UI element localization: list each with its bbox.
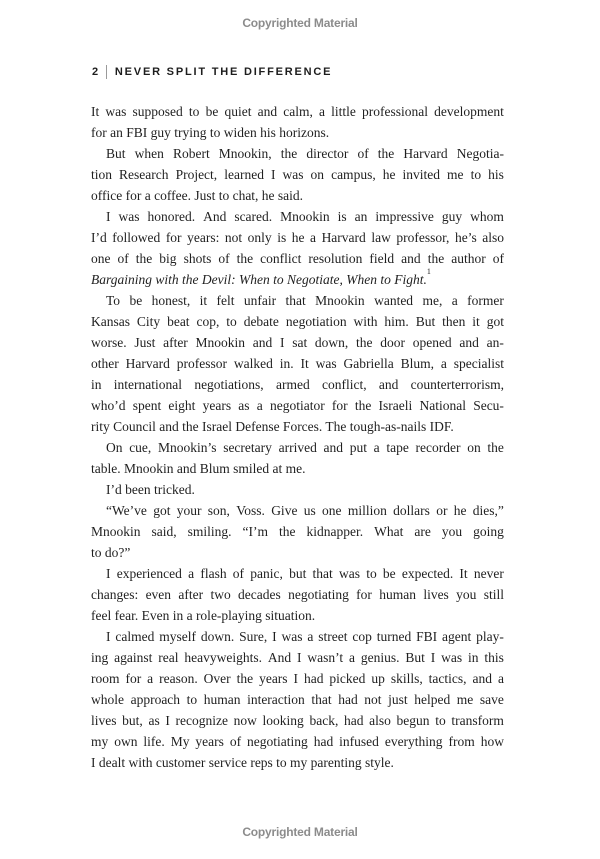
header-divider <box>106 65 107 79</box>
footnote-marker: 1 <box>426 266 431 276</box>
text-line: To be honest, it felt unfair that Mnookin wanted me, a former <box>106 293 504 308</box>
text-line: one of the big shots of the conflict resolution field and the author of <box>91 251 504 266</box>
text-line: to do?” <box>91 545 131 560</box>
text-line: Kansas City beat cop, to debate negotiation with him. But then it got <box>91 314 504 329</box>
text-line: table. Mnookin and Blum smiled at me. <box>91 461 306 476</box>
text-line: I experienced a flash of panic, but that was to be expected. It never <box>106 566 504 581</box>
text-line: tion Research Project, learned I was on campus, he invited me to his <box>91 167 504 182</box>
bottom-copyright-notice: Copyrighted Material <box>242 825 358 839</box>
text-line: But when Robert Mnookin, the director of the Harvard Negotia- <box>106 146 504 161</box>
text-line: ing against real heavyweights. And I wasn’t a genius. But I was in this <box>91 650 504 665</box>
text-line: whole approach to human interaction that had not just helped me save <box>91 692 504 707</box>
page-number: 2 <box>92 66 100 78</box>
text-line: office for a coffee. Just to chat, he said. <box>91 188 304 203</box>
text-line: my own life. My years of negotiating had infused everything from how <box>91 734 504 749</box>
text-line: who’d spent eight years as a negotiator for the Israeli National Secu- <box>91 398 504 413</box>
text-line: changes: even after two decades negotiating for human lives you still <box>91 587 504 602</box>
text-line: It was supposed to be quiet and calm, a little professional development <box>91 104 504 119</box>
text-line: lives but, as I recognize now looking back, had also begun to transform <box>91 713 504 728</box>
page-header <box>92 65 332 79</box>
text-line: rity Council and the Israel Defense Forces. The tough-as-nails IDF. <box>91 419 454 434</box>
text-line: I’d followed for years: not only is he a Harvard law professor, he’s also <box>91 230 504 245</box>
text-line: Bargaining with the Devil: When to Negotiate, When to Fight.$^1$ <box>91 266 431 287</box>
text-line: Mnookin said, smiling. “I’m the kidnapper. What are you going <box>91 524 504 539</box>
text-line: room for a reason. Over the years I had picked up skills, tactics, and a <box>91 671 504 686</box>
top-copyright-notice: Copyrighted Material <box>242 16 358 30</box>
text-line: On cue, Mnookin’s secretary arrived and put a tape recorder on the <box>106 440 504 455</box>
body-text <box>91 101 504 773</box>
text-line: I’d been tricked. <box>106 482 195 497</box>
text-line: in international negotiations, armed conflict, and counterterrorism, <box>91 377 504 392</box>
text-line: feel fear. Even in a role-playing situation. <box>91 608 316 623</box>
text-line: I dealt with customer service reps to my parenting style. <box>91 755 394 770</box>
text-line: worse. Just after Mnookin and I sat down, the door opened and an- <box>91 335 504 350</box>
text-line: for an FBI guy trying to widen his horizons. <box>91 125 330 140</box>
text-line: I calmed myself down. Sure, I was a street cop turned FBI agent play- <box>106 629 504 644</box>
text-line: I was honored. And scared. Mnookin is an impressive guy whom <box>106 209 504 224</box>
book-title: NEVER SPLIT THE DIFFERENCE <box>114 66 333 78</box>
text-line: other Harvard professor walked in. It was Gabriella Blum, a specialist <box>91 356 504 371</box>
text-line: “We’ve got your son, Voss. Give us one million dollars or he dies,” <box>106 503 504 518</box>
